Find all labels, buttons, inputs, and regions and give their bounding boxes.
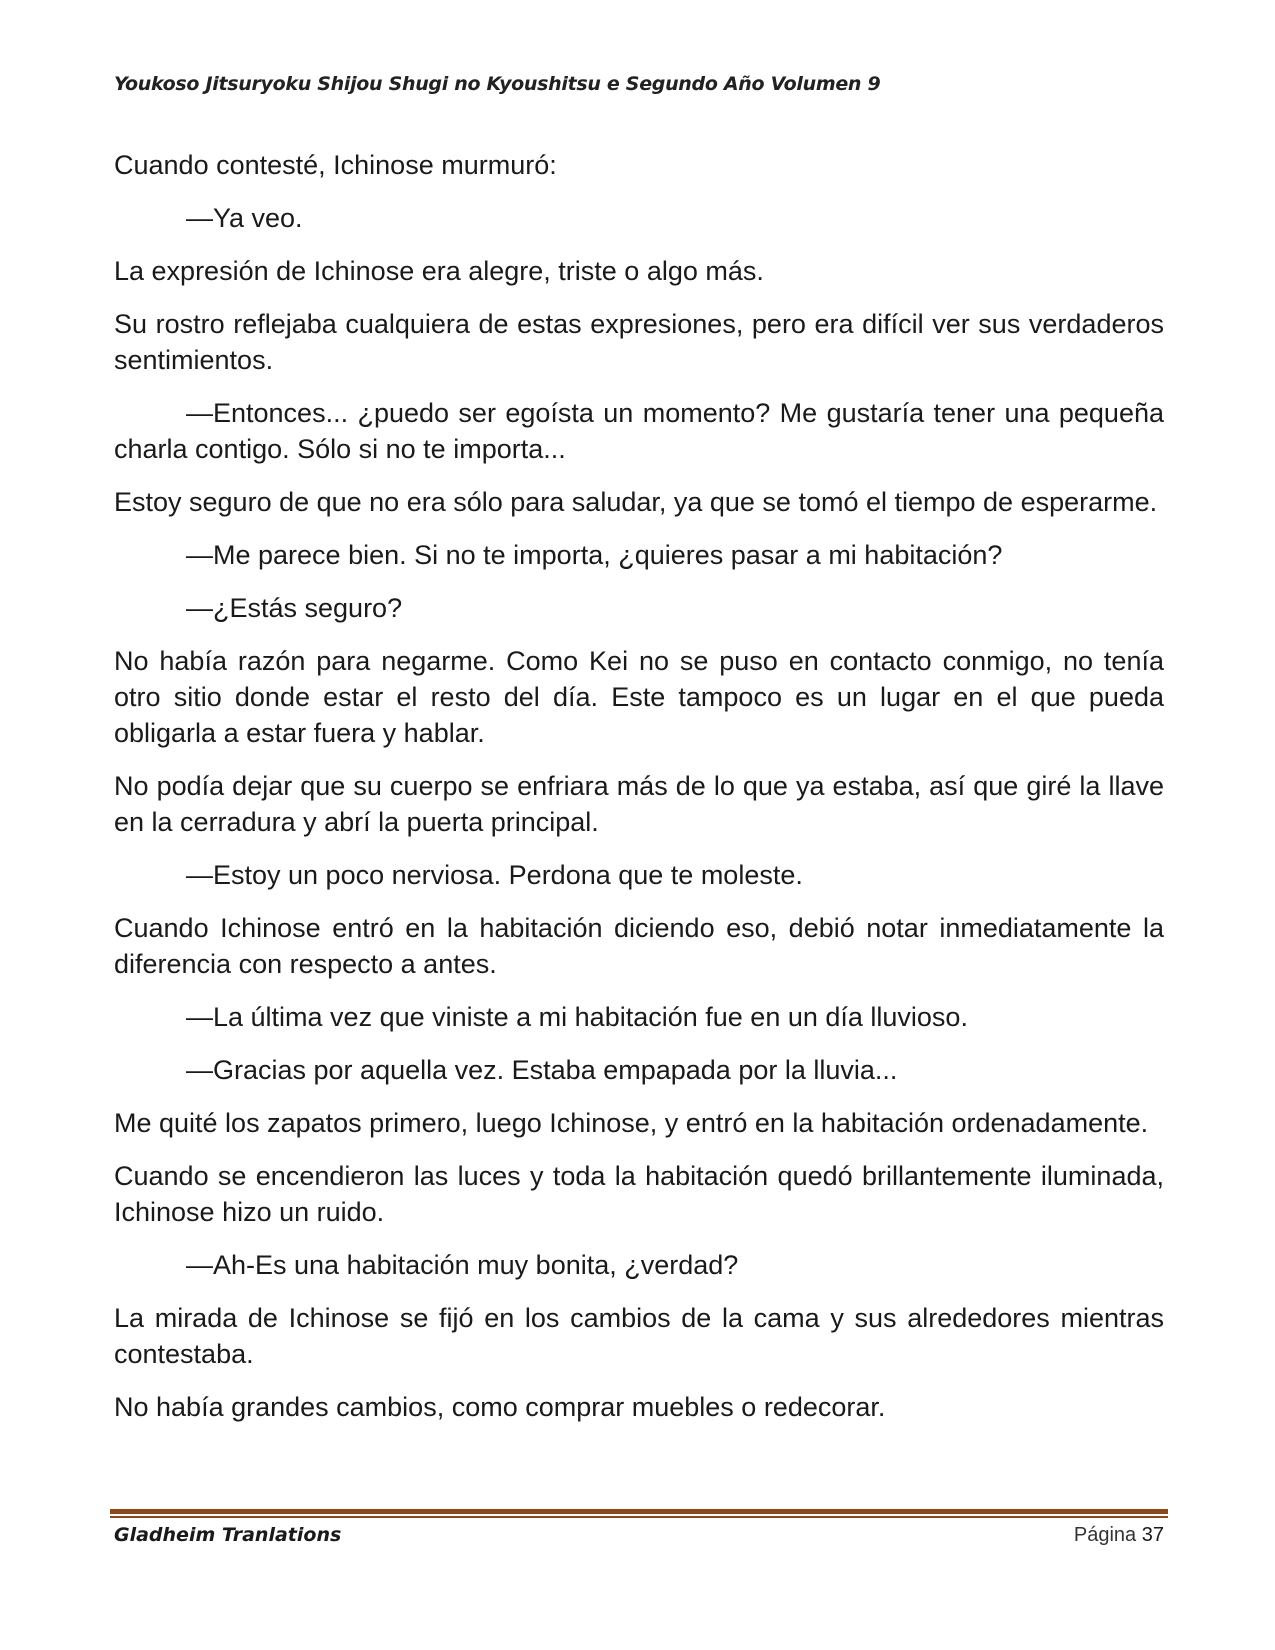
paragraph-8: Me quité los zapatos primero, luego Ichinose, y entró en la habitación ordenadamente. <box>114 1108 1149 1138</box>
page-body <box>114 147 1164 1442</box>
dialogue-2: —Entonces... ¿puedo ser egoísta un momento? Me gustaría tener una pequeña charla contigo. Sólo si no te importa... <box>114 398 1164 464</box>
paragraph-10: La mirada de Ichinose se fijó en los cambios de la cama y sus alrededores mientras contestaba. <box>114 1303 1164 1369</box>
paragraph-2: La expresión de Ichinose era alegre, triste o algo más. <box>114 256 764 286</box>
paragraph-7: Cuando Ichinose entró en la habitación diciendo eso, debió notar inmediatamente la diferencia con respecto a antes. <box>114 913 1164 979</box>
paragraph-4: Estoy seguro de que no era sólo para saludar, ya que se tomó el tiempo de esperarme. <box>114 487 1158 517</box>
paragraph-11: No había grandes cambios, como comprar muebles o redecorar. <box>114 1392 886 1422</box>
page-number: 37 <box>1141 1524 1164 1546</box>
page-header-title: Youkoso Jitsuryoku Shijou Shugi no Kyoushitsu e Segundo Año Volumen 9 <box>114 73 881 95</box>
paragraph-1: Cuando contesté, Ichinose murmuró: <box>114 150 557 180</box>
dialogue-5: —Estoy un poco nerviosa. Perdona que te moleste. <box>186 860 803 890</box>
dialogue-1: —Ya veo. <box>186 203 303 233</box>
dialogue-6: —La última vez que viniste a mi habitación fue en un día lluvioso. <box>186 1002 968 1032</box>
footer-divider-thick <box>110 1509 1168 1514</box>
paragraph-6: No podía dejar que su cuerpo se enfriara más de lo que ya estaba, así que giré la llave en la cerradura y abrí la puerta principal. <box>114 771 1164 837</box>
footer-divider <box>110 1509 1168 1519</box>
footer-divider-thin <box>110 1516 1168 1518</box>
footer-page-number <box>1074 1524 1164 1547</box>
dialogue-8: —Ah-Es una habitación muy bonita, ¿verdad? <box>186 1250 739 1280</box>
footer-translator: Gladheim Tranlations <box>114 1524 342 1546</box>
dialogue-7: —Gracias por aquella vez. Estaba empapada por la lluvia... <box>186 1055 898 1085</box>
page-label: Página <box>1073 1524 1137 1546</box>
dialogue-3: —Me parece bien. Si no te importa, ¿quieres pasar a mi habitación? <box>186 540 1003 570</box>
paragraph-5: No había razón para negarme. Como Kei no se puso en contacto conmigo, no tenía otro sitio donde estar el resto del día. Este tampoco es un lugar en el que pueda obligarla a estar fuera y hablar. <box>114 646 1164 748</box>
paragraph-9: Cuando se encendieron las luces y toda la habitación quedó brillantemente iluminada, Ichinose hizo un ruido. <box>114 1161 1164 1227</box>
dialogue-4: —¿Estás seguro? <box>186 593 403 623</box>
paragraph-3: Su rostro reflejaba cualquiera de estas expresiones, pero era difícil ver sus verdaderos sentimientos. <box>114 309 1164 375</box>
